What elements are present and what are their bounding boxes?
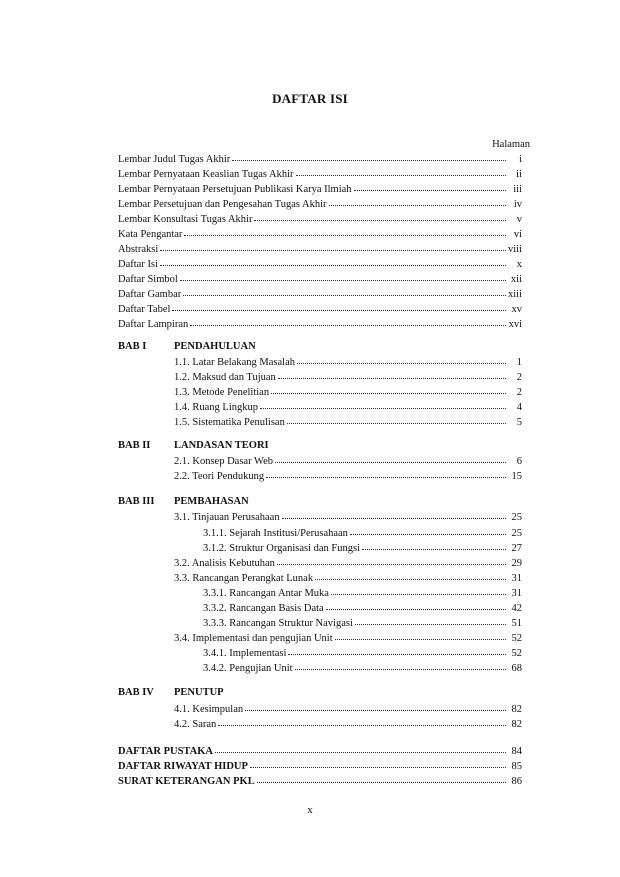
dot-leader (218, 715, 506, 726)
toc-entry[interactable] (174, 509, 522, 524)
dot-leader (215, 742, 506, 753)
chapter-title: PENUTUP (174, 687, 224, 698)
dot-leader (288, 644, 506, 655)
dot-leader (275, 452, 506, 463)
toc-entry-page: 27 (511, 543, 522, 554)
toc-entry[interactable] (118, 271, 522, 286)
toc-entry[interactable] (174, 354, 522, 369)
toc-entry-label: Daftar Lampiran (118, 319, 189, 330)
toc-entry-label: Daftar Simbol (118, 274, 178, 285)
halaman-label: Halaman (492, 139, 530, 150)
toc-entry-label: 3.4. Implementasi dan pengujian Unit (174, 633, 333, 644)
dot-leader (355, 614, 506, 625)
toc-entry-label: Lembar Persetujuan dan Pengesahan Tugas Akhir (118, 199, 327, 210)
toc-entry[interactable] (174, 555, 522, 570)
toc-entry-page: 85 (511, 761, 522, 772)
toc-entry-page: xiii (507, 289, 522, 300)
toc-entry-label: SURAT KETERANGAN PKL (118, 776, 255, 787)
dot-leader (287, 413, 506, 424)
toc-entry-label: 3.3.1. Rancangan Antar Muka (203, 588, 329, 599)
chapter-heading (118, 438, 269, 453)
dot-leader (295, 659, 506, 670)
toc-entry-label: 1.2. Maksud dan Tujuan (174, 372, 276, 383)
toc-entry-page: 84 (511, 746, 522, 757)
toc-entry-label: Kata Pengantar (118, 229, 183, 240)
chapter-title: LANDASAN TEORI (174, 440, 269, 451)
toc-entry-page: x (516, 259, 522, 270)
toc-entry-page: 31 (511, 588, 522, 599)
toc-entry[interactable] (118, 226, 522, 241)
toc-entry-page: viii (507, 244, 522, 255)
toc-entry-page: 4 (516, 402, 522, 413)
toc-entry[interactable] (118, 743, 522, 758)
toc-entry-page: 31 (511, 573, 522, 584)
toc-entry[interactable] (174, 701, 522, 716)
dot-leader (315, 569, 506, 580)
dot-leader (160, 255, 506, 266)
toc-entry-page: xv (511, 304, 522, 315)
toc-entry-page: 25 (511, 512, 522, 523)
toc-entry-label: 3.3.3. Rancangan Struktur Navigasi (203, 618, 353, 629)
chapter-number: BAB IV (118, 687, 154, 698)
dot-leader (271, 383, 506, 394)
dot-leader (257, 772, 506, 783)
toc-entry-page: 29 (511, 558, 522, 569)
toc-entry[interactable] (118, 151, 522, 166)
toc-entry[interactable] (118, 181, 522, 196)
toc-entry[interactable] (118, 166, 522, 181)
toc-entry-page: xvi (508, 319, 522, 330)
chapter-heading (118, 494, 249, 509)
toc-entry-page: xii (510, 274, 522, 285)
toc-entry[interactable] (174, 414, 522, 429)
toc-entry-page: iii (513, 184, 522, 195)
dot-leader (282, 508, 506, 519)
toc-entry-label: Daftar Gambar (118, 289, 182, 300)
toc-entry-label: 1.3. Metode Penelitian (174, 387, 270, 398)
toc-entry[interactable] (174, 570, 522, 585)
toc-entry-page: ii (516, 169, 522, 180)
dot-leader (160, 240, 506, 251)
toc-entry-page: 82 (511, 719, 522, 730)
toc-entry[interactable] (174, 384, 522, 399)
chapter-number: BAB II (118, 440, 151, 451)
dot-leader (184, 225, 506, 236)
toc-entry[interactable] (174, 716, 522, 731)
toc-entry-page: 5 (516, 417, 522, 428)
dot-leader (331, 584, 506, 595)
page-title: DAFTAR ISI (272, 91, 348, 106)
dot-leader (296, 165, 506, 176)
toc-entry[interactable] (174, 399, 522, 414)
toc-entry[interactable] (118, 758, 522, 773)
toc-entry[interactable] (203, 525, 522, 540)
toc-entry[interactable] (203, 645, 522, 660)
toc-entry[interactable] (174, 453, 522, 468)
chapter-title: PENDAHULUAN (174, 341, 256, 352)
toc-entry-page: 52 (511, 648, 522, 659)
dot-leader (362, 539, 506, 550)
toc-entry-label: Lembar Konsultasi Tugas Akhir (118, 214, 253, 225)
toc-entry[interactable] (118, 196, 522, 211)
toc-entry-page: 2 (516, 387, 522, 398)
toc-entry-label: 1.1. Latar Belakang Masalah (174, 357, 295, 368)
toc-entry[interactable] (174, 630, 522, 645)
dot-leader (254, 210, 506, 221)
chapter-heading (118, 339, 256, 354)
toc-entry[interactable] (174, 468, 522, 483)
toc-entry-label: DAFTAR PUSTAKA (118, 746, 213, 757)
dot-leader (245, 700, 506, 711)
toc-entry-label: 3.1. Tinjauan Perusahaan (174, 512, 280, 523)
dot-leader (266, 467, 506, 478)
toc-entry-page: 42 (511, 603, 522, 614)
toc-entry[interactable] (118, 286, 522, 301)
dot-leader (260, 398, 506, 409)
toc-entry-page: i (519, 154, 522, 165)
toc-entry-page: 86 (511, 776, 522, 787)
toc-entry[interactable] (118, 316, 522, 331)
page-number: x (307, 804, 313, 816)
toc-entry-page: vi (513, 229, 522, 240)
toc-entry-label: Abstraksi (118, 244, 159, 255)
toc-entry-label: Daftar Tabel (118, 304, 171, 315)
dot-leader (329, 195, 506, 206)
toc-entry-label: 3.4.1. Implementasi (203, 648, 287, 659)
dot-leader (172, 300, 506, 311)
toc-entry-page: 51 (511, 618, 522, 629)
toc-entry-page: 82 (511, 704, 522, 715)
dot-leader (297, 353, 506, 364)
dot-leader (180, 270, 506, 281)
toc-entry-page: 68 (511, 663, 522, 674)
toc-entry-page: 6 (516, 456, 522, 467)
toc-entry[interactable] (118, 256, 522, 271)
toc-entry[interactable] (118, 211, 522, 226)
toc-entry-label: 2.2. Teori Pendukung (174, 471, 265, 482)
dot-leader (232, 150, 506, 161)
toc-entry[interactable] (203, 615, 522, 630)
dot-leader (326, 599, 506, 610)
toc-entry[interactable] (118, 241, 522, 256)
toc-entry-page: 25 (511, 528, 522, 539)
toc-entry-page: 1 (516, 357, 522, 368)
toc-entry[interactable] (203, 540, 522, 555)
toc-entry-page: 2 (516, 372, 522, 383)
toc-entry-label: 3.1.1. Sejarah Institusi/Perusahaan (203, 528, 348, 539)
toc-entry[interactable] (174, 369, 522, 384)
dot-leader (278, 368, 506, 379)
toc-entry-label: 4.1. Kesimpulan (174, 704, 244, 715)
toc-entry-label: Lembar Pernyataan Keaslian Tugas Akhir (118, 169, 294, 180)
toc-entry-label: 3.4.2. Pengujian Unit (203, 663, 293, 674)
toc-entry-label: 1.4. Ruang Lingkup (174, 402, 258, 413)
toc-entry-page: 15 (511, 471, 522, 482)
toc-entry-label: Lembar Judul Tugas Akhir (118, 154, 231, 165)
toc-entry-page: 52 (511, 633, 522, 644)
toc-entry-label: Daftar Isi (118, 259, 158, 270)
dot-leader (190, 315, 506, 326)
toc-entry-label: 3.1.2. Struktur Organisasi dan Fungsi (203, 543, 361, 554)
dot-leader (354, 180, 506, 191)
toc-entry[interactable] (118, 773, 522, 788)
dot-leader (350, 524, 506, 535)
toc-entry-label: Lembar Pernyataan Persetujuan Publikasi Karya Ilmiah (118, 184, 352, 195)
toc-entry[interactable] (203, 600, 522, 615)
chapter-number: BAB III (118, 496, 155, 507)
toc-entry-label: 3.3. Rancangan Perangkat Lunak (174, 573, 314, 584)
toc-entry-label: 4.2. Saran (174, 719, 217, 730)
toc-entry[interactable] (118, 301, 522, 316)
toc-entry-page: iv (513, 199, 522, 210)
toc-entry-label: 3.3.2. Rancangan Basis Data (203, 603, 324, 614)
dot-leader (335, 629, 506, 640)
toc-entry-label: 3.2. Analisis Kebutuhan (174, 558, 275, 569)
chapter-heading (118, 685, 224, 700)
dot-leader (277, 554, 506, 565)
chapter-title: PEMBAHASAN (174, 496, 249, 507)
toc-entry[interactable] (203, 660, 522, 675)
dot-leader (250, 757, 506, 768)
toc-entry-label: DAFTAR RIWAYAT HIDUP (118, 761, 248, 772)
toc-entry[interactable] (203, 585, 522, 600)
toc-entry-label: 1.5. Sistematika Penulisan (174, 417, 285, 428)
toc-entry-label: 2.1. Konsep Dasar Web (174, 456, 273, 467)
toc-entry-page: v (516, 214, 522, 225)
chapter-number: BAB I (118, 341, 147, 352)
dot-leader (183, 285, 506, 296)
